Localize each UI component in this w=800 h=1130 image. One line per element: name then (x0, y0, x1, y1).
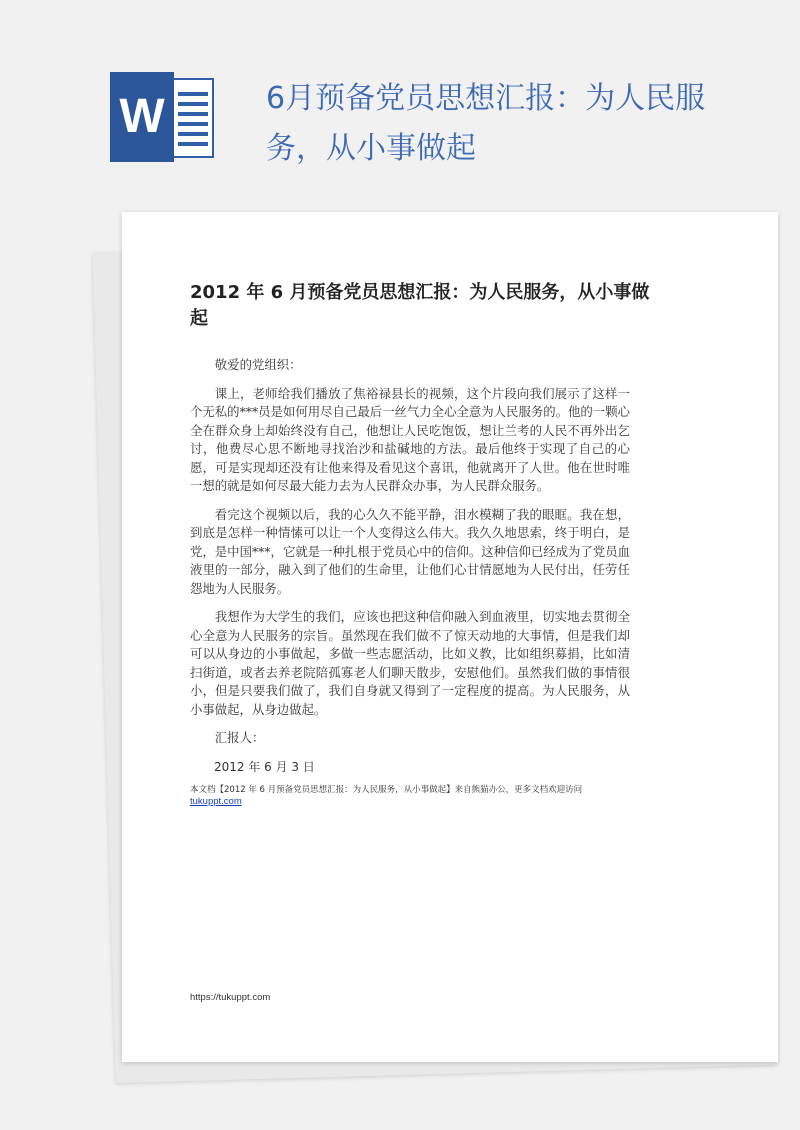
header-title: 6月预备党员思想汇报：为人民服务，从小事做起 (266, 81, 706, 166)
source-note-text: 本文档【2012 年 6 月预备党员思想汇报：为人民服务，从小事做起】来自熊猫办公，更多文档欢迎访问 (190, 785, 583, 795)
reporter-label: 汇报人： (214, 730, 265, 745)
body-paragraph-1: 课上，老师给我们播放了焦裕禄县长的视频，这个片段向我们展示了这样一个无私的***员是如何用尽自己最后一丝气力全心全意为人民服务的。他的一颗心全在群众身上却始终没有自己，他想让人民吃饱饭，想让兰考的人民不再外出乞讨，他费尽心思不断地寻找治沙和盐碱地的方法。最后他终于实现了自己的心愿，可是实现却还没有让他来得及看见这个喜讯，他就离开了人世。他在世时唯一想的就是如何尽最大能力去为人民群众办事，为人民群众服务。 (190, 385, 630, 493)
document-body (190, 356, 630, 786)
document-page (122, 212, 778, 1062)
body-paragraph-3: 我想作为大学生的我们，应该也把这种信仰融入到血液里，切实地去贯彻全心全意为人民服务的宗旨。虽然现在我们做不了惊天动地的大事情，但是我们却可以从身边的小事做起，多做一些志愿活动，比如义教，比如组织募捐，比如清扫街道，或者去养老院陪孤寡老人们聊天散步，安慰他们。虽然我们做的事情很小，但是只要我们做了，我们自身就又得到了一定程度的提高。为人民服务，从小事做起，从身边做起。 (190, 609, 630, 717)
body-paragraph-2: 看完这个视频以后，我的心久久不能平静，泪水模糊了我的眼眶。我在想，到底是怎样一种情愫可以让一个人变得这么伟大。我久久地思索，终于明白，是党，是中国***，它就是一种扎根于党员心中的信仰。这种信仰已经成为了党员血液里的一部分，融入到了他们的生命里，让他们心甘情愿地为人民付出，任劳任怨地为人民服务。 (190, 506, 630, 596)
word-document-icon (110, 72, 214, 162)
source-note (190, 784, 660, 808)
word-w-badge: W (110, 72, 174, 162)
report-date: 2012 年 6 月 3 日 (214, 759, 315, 774)
source-link[interactable]: tukuppt.com (190, 796, 242, 807)
page-footer-url: https://tukuppt.com (190, 992, 271, 1003)
header-banner (0, 0, 800, 200)
salutation: 敬爱的党组织： (214, 357, 302, 372)
document-title: 2012 年 6 月预备党员思想汇报：为人民服务，从小事做起 (190, 282, 650, 329)
